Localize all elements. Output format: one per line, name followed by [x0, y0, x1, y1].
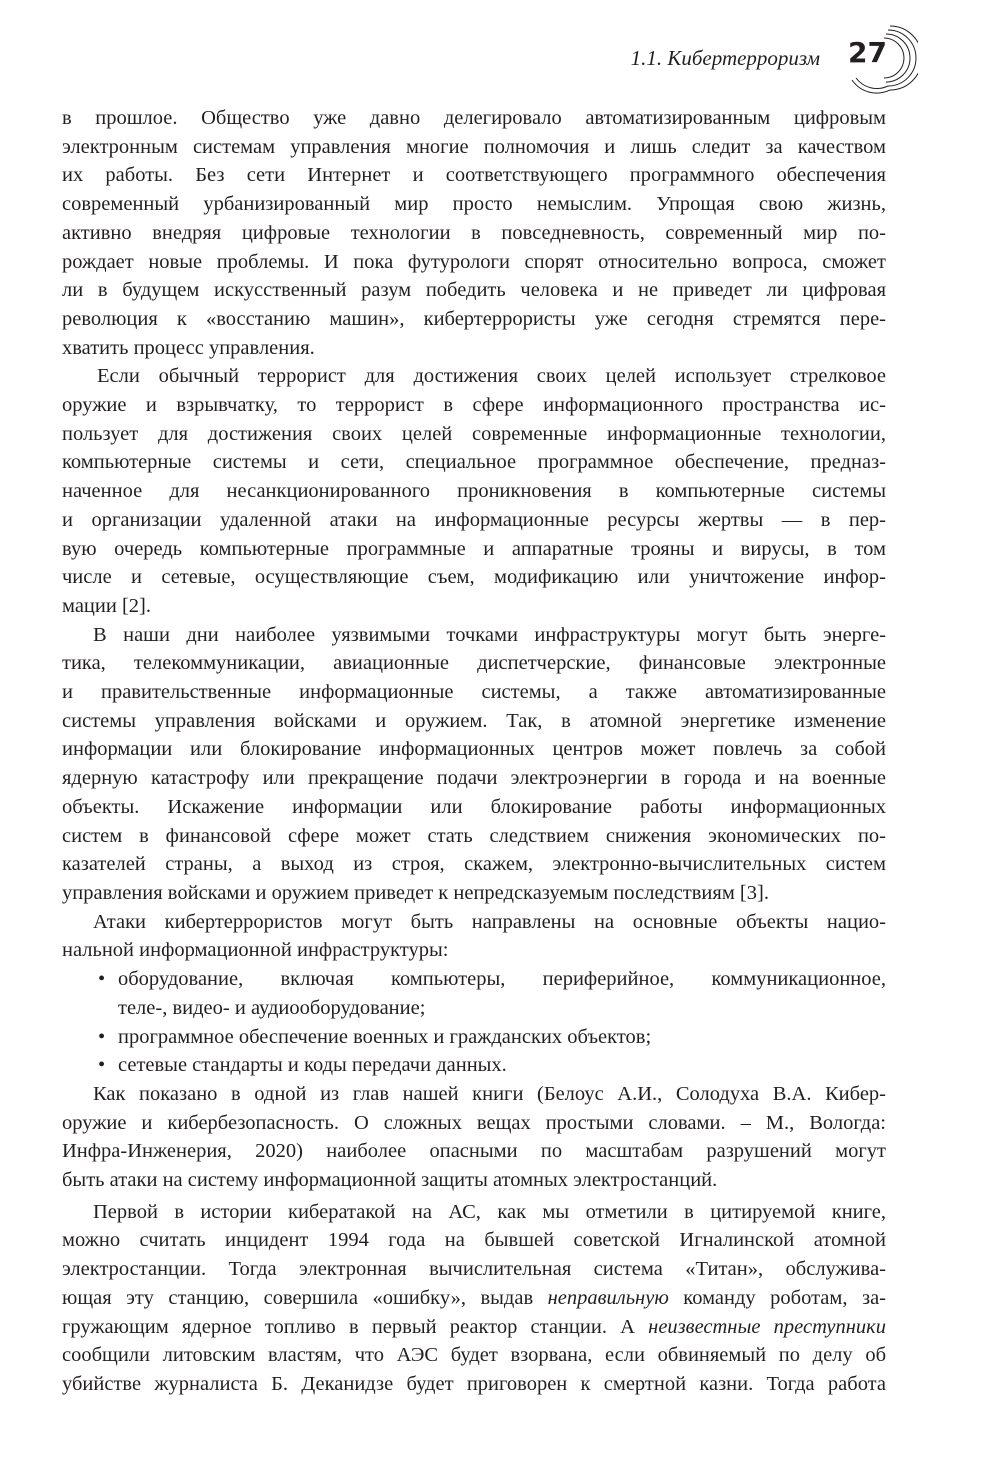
text-line: гружающим ядерное топливо в первый реактор станции. А неизвестные преступники — [62, 1315, 886, 1338]
text-line: ядерную катастрофу или прекращение подачи электроэнергии в города и на военные — [62, 767, 886, 790]
text-line: сообщили литовским властям, что АЭС будет взорвана, если обвиняемый по делу об — [62, 1344, 886, 1367]
text-line: системы управления войсками и оружием. Так, в атомной энергетике изменение — [62, 709, 886, 732]
text-line: ли в будущем искусственный разум победить человека и не приведет ли цифровая — [62, 279, 886, 302]
paragraph — [62, 104, 886, 362]
paragraph — [62, 1080, 886, 1195]
text-line: • оборудование, включая компьютеры, периферийное, коммуникационное, — [62, 965, 886, 994]
bullet-icon: • — [98, 1054, 106, 1077]
text-line: революция к «восстанию машин», кибертеррористы уже сегодня стремятся пере- — [62, 307, 886, 330]
text-line: • сетевые стандарты и коды передачи данных. — [62, 1051, 886, 1080]
bullet-item — [62, 1051, 886, 1080]
text-line: систем в финансовой сфере может стать следствием снижения экономических по- — [62, 824, 886, 847]
text-line: Атаки кибертеррористов могут быть направлены на основные объекты нацио- — [93, 910, 886, 933]
bullet-icon: • — [98, 968, 106, 991]
text-line: современный урбанизированный мир просто немыслим. Упрощая свою жизнь, — [62, 193, 886, 216]
page-number: 27 — [848, 36, 887, 69]
text-line: компьютерные системы и сети, специальное программное обеспечение, предназ- — [62, 451, 886, 474]
bullet-item — [62, 1023, 886, 1052]
text-line: и организации удаленной атаки на информационные ресурсы жертвы — в пер- — [62, 508, 886, 531]
paragraph — [62, 621, 886, 908]
text-line: убийстве журналиста Б. Деканидзе будет приговорен к смертной казни. Тогда работа — [62, 1372, 886, 1395]
italic-emphasis: неправильную — [547, 1286, 669, 1309]
text-line: Инфра-Инженерия, 2020) наиболее опасными по масштабам разрушений могут — [62, 1140, 886, 1163]
text-line: информации или блокирование информационных центров может повлечь за собой — [62, 738, 886, 761]
text-line: электронным системам управления многие полномочия и лишь следит за качеством — [62, 135, 886, 158]
text-line: казателей страны, а выход из строя, скажем, электронно-вычислительных систем — [62, 853, 886, 876]
text-line: тика, телекоммуникации, авиационные диспетчерские, финансовые электронные — [62, 652, 886, 675]
page-number-badge — [848, 28, 908, 88]
text-line: электростанции. Тогда электронная вычислительная система «Титан», обслужива- — [62, 1258, 886, 1281]
bullet-icon: • — [98, 1025, 106, 1048]
text-line: мации [2]. — [62, 594, 151, 617]
text-line: хватить процесс управления. — [62, 336, 315, 359]
text-line: можно считать инцидент 1994 года на бывшей советской Игналинской атомной — [62, 1229, 886, 1252]
text-line: нальной информационной инфраструктуры: — [62, 939, 449, 962]
text-line: теле-, видео- и аудиооборудование; — [118, 996, 426, 1019]
text-line: их работы. Без сети Интернет и соответствующего программного обеспечения — [62, 164, 886, 187]
text-line: ющая эту станцию, совершила «ошибку», выдав неправильную команду роботам, за- — [62, 1286, 886, 1309]
text-line: в прошлое. Общество уже давно делегировало автоматизированным цифровым — [62, 107, 886, 129]
text-line: В наши дни наиболее уязвимыми точками инфраструктуры могут быть энерге- — [93, 623, 886, 646]
text-line: наченное для несанкционированного проникновения в компьютерные системы — [62, 480, 886, 503]
paragraph — [62, 1198, 886, 1399]
text-line: Первой в истории кибератакой на АС, как мы отметили в цитируемой книге, — [93, 1200, 886, 1223]
text-line: активно внедряя цифровые технологии в повседневность, современный мир по- — [62, 221, 886, 244]
text-line: Если обычный террорист для достижения своих целей использует стрелковое — [97, 365, 886, 388]
paragraph — [62, 908, 886, 965]
paragraph — [62, 362, 886, 620]
text-line: • программное обеспечение военных и гражданских объектов; — [62, 1023, 886, 1052]
text-line: вую очередь компьютерные программные и аппаратные трояны и вирусы, в том — [62, 537, 886, 560]
text-line: управления войсками и оружием приведет к непредсказуемым последствиям [3]. — [62, 881, 769, 904]
text-line: объекты. Искажение информации или блокирование работы информационных — [62, 795, 886, 818]
text-line: пользует для достижения своих целей современные информационные технологии, — [62, 422, 886, 445]
running-header — [631, 28, 908, 88]
text-line: рождает новые проблемы. И пока футурологи спорят относительно вопроса, сможет — [62, 250, 886, 273]
running-title: 1.1. Кибертерроризм — [630, 45, 820, 70]
body-text — [62, 104, 886, 1399]
bullet-item — [62, 965, 886, 1022]
text-line: оружие и кибербезопасность. О сложных вещах простыми словами. – М., Вологда: — [62, 1111, 886, 1134]
text-line: быть атаки на систему информационной защиты атомных электростанций. — [62, 1169, 718, 1192]
text-line: числе и сетевые, осуществляющие съем, модификацию или уничтожение инфор- — [62, 566, 886, 589]
text-line: оружие и взрывчатку, то террорист в сфере информационного пространства ис- — [62, 394, 886, 417]
italic-emphasis: неизвестные преступники — [648, 1315, 886, 1338]
text-line: Как показано в одной из глав нашей книги (Белоус А.И., Солодуха В.А. Кибер- — [93, 1082, 886, 1105]
text-line: и правительственные информационные системы, а также автоматизированные — [62, 681, 886, 704]
